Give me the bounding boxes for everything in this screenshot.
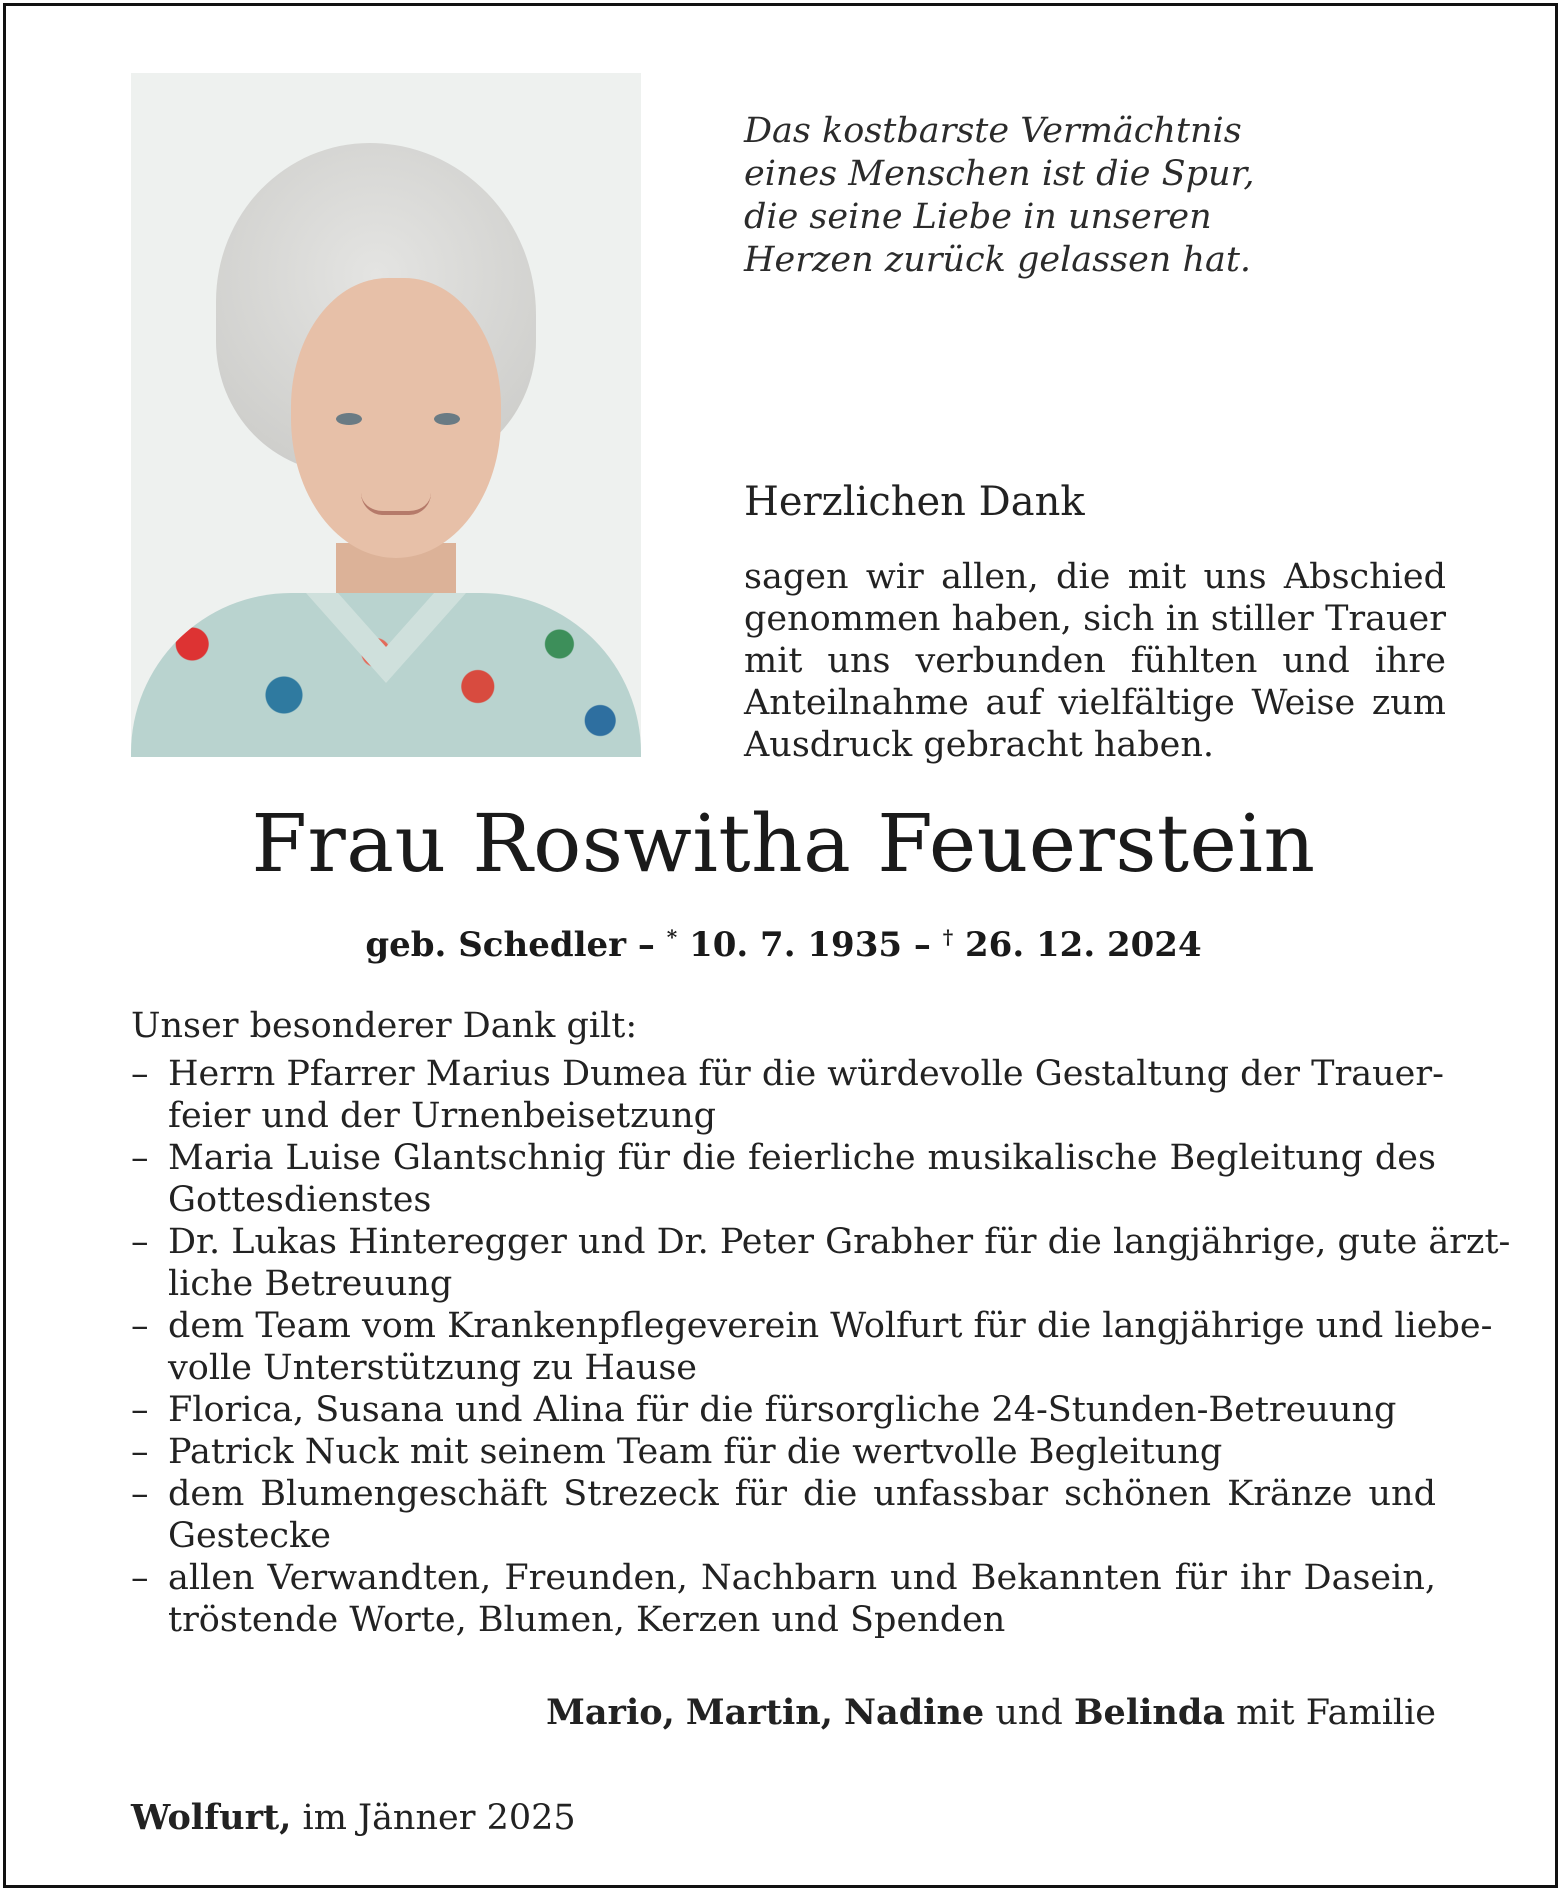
list-item-line: feier und der Urnenbeisetzung xyxy=(168,1096,717,1136)
list-item-line: Patrick Nuck mit seinem Team für die wertvolle Begleitung xyxy=(168,1432,1223,1472)
birth-symbol: * xyxy=(666,925,678,949)
list-item xyxy=(131,1557,1436,1641)
list-item xyxy=(131,1305,1493,1389)
list-item-line: Herrn Pfarrer Marius Dumea für die würdevolle Gestaltung der Trauer- xyxy=(168,1054,1444,1094)
list-item-line: dem Team vom Krankenpflegeverein Wolfurt für die langjährige und liebe- xyxy=(168,1306,1493,1346)
thanks-line: Ausdruck gebracht haben. xyxy=(744,725,1215,765)
family-suffix: mit Familie xyxy=(1236,1693,1436,1733)
memorial-quote xyxy=(744,110,1255,282)
quote-line: Das kostbarste Vermächtnis xyxy=(744,111,1242,151)
list-item xyxy=(131,1431,1436,1473)
list-item xyxy=(131,1389,1436,1431)
list-dash: – xyxy=(131,1306,149,1346)
family-conjunction: und xyxy=(995,1693,1063,1733)
list-item xyxy=(131,1221,1511,1305)
list-item-line: Gestecke xyxy=(168,1516,331,1556)
list-dash: – xyxy=(131,1138,149,1178)
thanks-heading: Herzlichen Dank xyxy=(744,479,1085,525)
deceased-name: Frau Roswitha Feuerstein xyxy=(251,797,1316,890)
place: Wolfurt, xyxy=(131,1797,292,1838)
list-dash: – xyxy=(131,1222,149,1262)
list-item-line: tröstende Worte, Blumen, Kerzen und Spenden xyxy=(168,1600,1006,1640)
quote-line: Herzen zurück gelassen hat. xyxy=(744,240,1252,280)
list-item-line: volle Unterstützung zu Hause xyxy=(168,1348,698,1388)
birth-date: 10. 7. 1935 xyxy=(689,925,903,965)
list-dash: – xyxy=(131,1054,149,1094)
life-dates xyxy=(0,925,1567,965)
list-dash: – xyxy=(131,1558,149,1598)
list-item xyxy=(131,1473,1436,1557)
list-dash: – xyxy=(131,1432,149,1472)
death-symbol: † xyxy=(942,925,954,949)
list-item-line: dem Blumengeschäft Strezeck für die unfassbar schönen Kränze und xyxy=(168,1474,1436,1514)
list-dash: – xyxy=(131,1474,149,1514)
family-name: Nadine xyxy=(844,1692,985,1733)
thanks-line: sagen wir allen, die mit uns Abschied xyxy=(744,557,1446,597)
birth-name: geb. Schedler xyxy=(365,925,627,965)
quote-line: die seine Liebe in unseren xyxy=(744,197,1212,237)
separator: – xyxy=(913,925,931,965)
list-item xyxy=(131,1137,1436,1221)
list-item-line: liche Betreuung xyxy=(168,1264,453,1304)
list-item-line: Dr. Lukas Hinteregger und Dr. Peter Grabher für die langjährige, gute ärzt- xyxy=(168,1222,1511,1262)
list-item-line: Maria Luise Glantschnig für die feierliche musikalische Begleitung des xyxy=(168,1138,1436,1178)
acknowledgements-intro: Unser besonderer Dank gilt: xyxy=(131,1006,638,1046)
family-name: Mario, xyxy=(546,1692,675,1733)
list-item-line: Gottesdienstes xyxy=(168,1180,432,1220)
portrait-photo xyxy=(131,73,641,757)
list-item-line: allen Verwandten, Freunden, Nachbarn und Bekannten für ihr Dasein, xyxy=(168,1558,1436,1598)
place-date xyxy=(131,1797,576,1838)
list-dash: – xyxy=(131,1390,149,1430)
acknowledgements-list xyxy=(131,1053,1511,1641)
thanks-line: mit uns verbunden fühlten und ihre xyxy=(744,641,1446,681)
thanks-line: genommen haben, sich in stiller Trauer xyxy=(744,599,1446,639)
death-date: 26. 12. 2024 xyxy=(965,925,1202,965)
list-item-line: Florica, Susana und Alina für die fürsorgliche 24-Stunden-Betreuung xyxy=(168,1390,1397,1430)
thanks-paragraph xyxy=(744,556,1446,766)
date: im Jänner 2025 xyxy=(302,1798,576,1838)
list-item xyxy=(131,1053,1444,1137)
family-signature xyxy=(546,1692,1436,1733)
family-name: Belinda xyxy=(1073,1692,1226,1733)
family-name: Martin, xyxy=(685,1692,833,1733)
separator: – xyxy=(637,925,655,965)
thanks-line: Anteilnahme auf vielfältige Weise zum xyxy=(744,683,1446,723)
quote-line: eines Menschen ist die Spur, xyxy=(744,154,1255,194)
